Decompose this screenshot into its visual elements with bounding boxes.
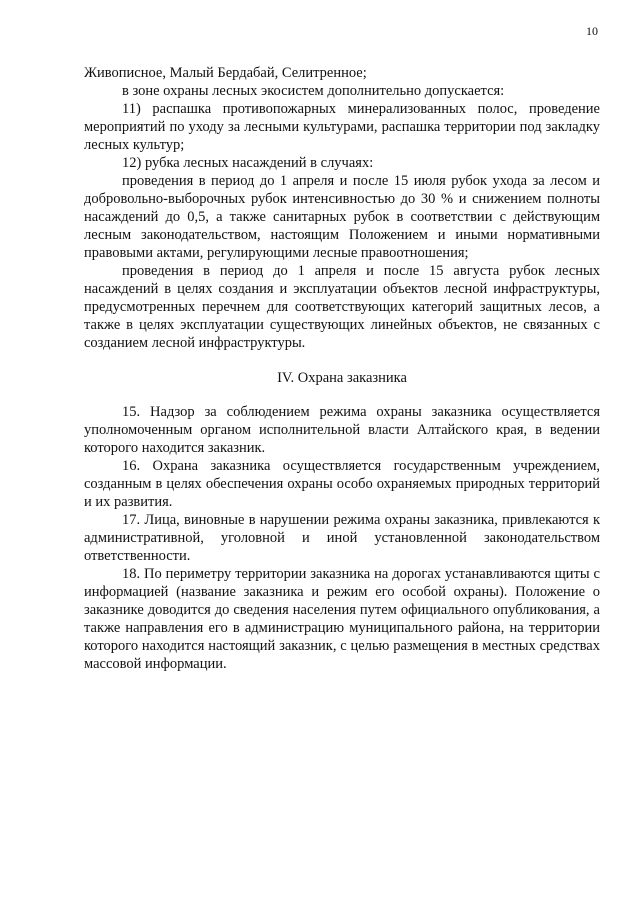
paragraph: Живописное, Малый Бердабай, Селитренное; (84, 65, 367, 81)
paragraph: 12) рубка лесных насаждений в случаях: (122, 155, 374, 171)
section-title: IV. Охрана заказника (277, 370, 407, 386)
paragraph: в зоне охраны лесных экосистем дополнительно допускается: (122, 83, 505, 99)
paragraph: 17. Лица, виновные в нарушении режима охраны заказника, привлекаются к административной, уголовной и иной установленной законодательством ответственности. (84, 512, 600, 564)
paragraph: 16. Охрана заказника осуществляется государственным учреждением, созданным в целях обеспечения охраны особо охраняемых природных территорий и их развития. (84, 458, 600, 510)
paragraph: проведения в период до 1 апреля и после 15 июля рубок ухода за лесом и добровольно-выборочных рубок интенсивностью до 30 % и снижением полноты насаждений до 0,5, а также санитарных рубок в соответствии с действующим лесным законодательством, настоящим Положением и иными нормативными правовыми актами, регулирующими лесные правоотношения; (84, 173, 600, 261)
page-number: 10 (586, 24, 598, 38)
paragraph: 18. По периметру территории заказника на дорогах устанавливаются щиты с информацией (название заказника и режим его особой охраны). Положение о заказнике доводится до сведения населения путем официального опубликования, а также направления его в администрацию муниципального района, на территории которого находится настоящий заказник, с целью размещения в местных средствах массовой информации. (84, 566, 600, 672)
paragraph: 11) распашка противопожарных минерализованных полос, проведение мероприятий по уходу за лесными культурами, распашка территории под закладку лесных культур; (84, 101, 600, 153)
paragraph: 15. Надзор за соблюдением режима охраны заказника осуществляется уполномоченным органом исполнительной власти Алтайского края, в ведении которого находится заказник. (84, 404, 600, 456)
document-body (84, 64, 600, 673)
paragraph: проведения в период до 1 апреля и после 15 августа рубок лесных насаждений в целях создания и эксплуатации объектов лесной инфраструктуры, предусмотренных перечнем для соответствующих категорий защитных лесов, а также в целях эксплуатации существующих линейных объектов, не связанных с созданием лесной инфраструктуры. (84, 263, 600, 351)
